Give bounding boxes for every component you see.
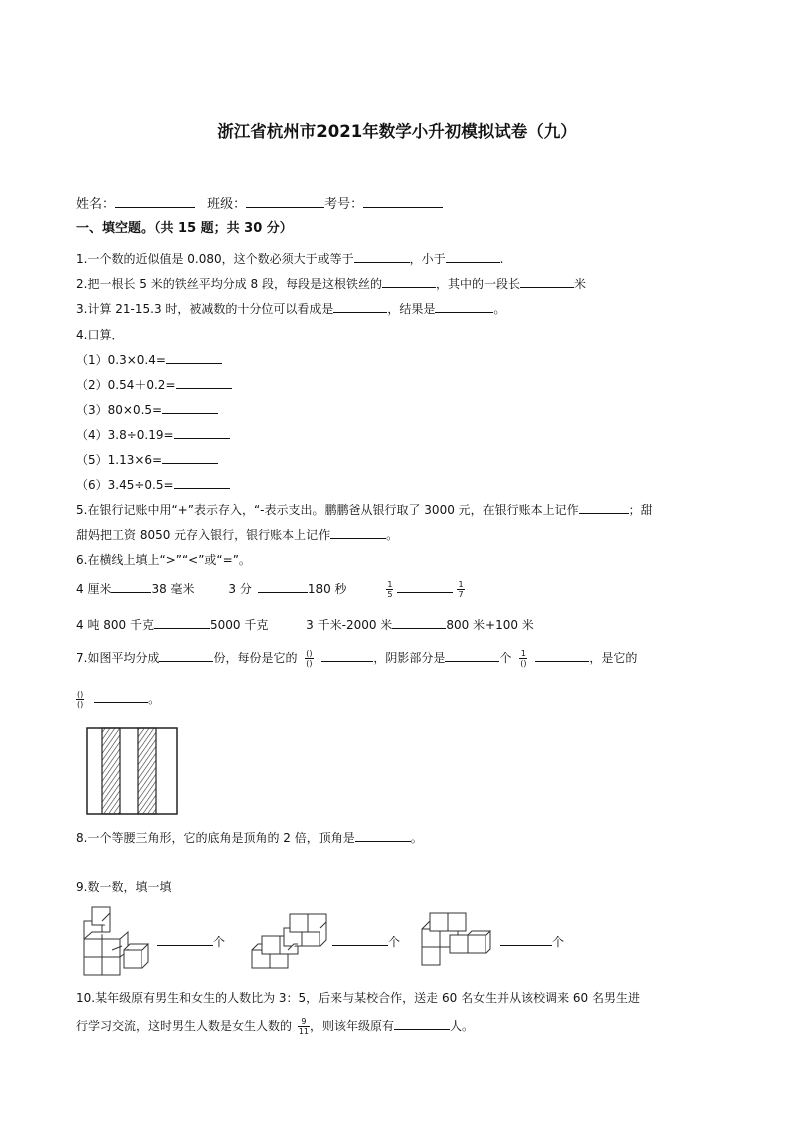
q4-item-3 <box>76 401 218 418</box>
fraction-unit <box>519 649 527 668</box>
q7-text-3: ，阴影部分是 <box>373 651 446 665</box>
q6-r2-d: 800 米+100 米 <box>446 618 534 632</box>
q4-blank-6[interactable] <box>174 476 230 489</box>
q9-answer-1 <box>157 933 225 950</box>
class-label: 班级： <box>207 197 247 212</box>
frac-den: () <box>77 700 84 709</box>
q7-text: 7.如图平均分成 <box>76 651 160 665</box>
frac-den: () <box>306 659 313 668</box>
q9-unit: 个 <box>552 935 565 949</box>
frac-num: 1 <box>387 580 393 589</box>
q2-blank-2[interactable] <box>520 275 574 288</box>
cube-stack-figure-1 <box>82 902 152 978</box>
q9-unit: 个 <box>388 935 401 949</box>
q6-r1-d: 180 秒 <box>307 582 347 596</box>
question-10-line-1: 10.某年级原有男生和女生的人数比为 3：5，后来与某校合作，送走 60 名女生并从该校调来 60 名男生进 <box>76 991 640 1005</box>
q7-blank-3[interactable] <box>445 649 499 662</box>
q4-blank-4[interactable] <box>174 426 230 439</box>
q4-item-text: （2）0.54＋0.2= <box>76 378 176 392</box>
q6-r2-a: 4 吨 800 千克 <box>76 618 154 632</box>
name-label: 姓名： <box>76 197 116 212</box>
q5-blank-2[interactable] <box>330 526 386 539</box>
q3-blank-1[interactable] <box>333 300 387 313</box>
q4-item-6 <box>76 476 230 493</box>
q7-blank-2[interactable] <box>321 649 373 662</box>
question-1 <box>76 250 503 267</box>
q9-blank-3[interactable] <box>500 933 552 946</box>
frac-num: () <box>306 649 313 658</box>
question-5-line-2 <box>76 526 398 543</box>
frac-den: 7 <box>458 590 464 599</box>
q4-blank-3[interactable] <box>162 401 218 414</box>
q8-blank[interactable] <box>355 829 411 842</box>
q4-item-2 <box>76 376 232 393</box>
q10-text-2: ，则该年级原有 <box>310 1019 395 1033</box>
q2-text: 2.把一根长 5 米的铁丝平均分成 8 段，每段是这根铁丝的 <box>76 277 382 291</box>
frac-den: () <box>520 659 527 668</box>
q6-blank-2[interactable] <box>258 580 308 593</box>
q7-blank-4[interactable] <box>535 649 589 662</box>
q1-text-3: . <box>499 252 504 266</box>
name-blank[interactable] <box>115 195 195 208</box>
q5-text-2: ；甜 <box>628 503 653 517</box>
q6-row-1 <box>76 580 465 599</box>
q4-item-5 <box>76 451 218 468</box>
q6-blank-3[interactable] <box>397 580 453 593</box>
frac-num: 1 <box>458 580 464 589</box>
cube-stack-figure-2 <box>250 908 330 974</box>
shaded-strip-2 <box>138 728 156 814</box>
q4-blank-1[interactable] <box>166 351 222 364</box>
q5-text-4: 。 <box>386 528 399 542</box>
exam-no-label: 考号： <box>324 197 364 212</box>
q2-text-2: ，其中的一段长 <box>435 277 520 291</box>
frac-den: 11 <box>298 1027 310 1036</box>
fraction-blank <box>305 649 313 668</box>
q10-blank[interactable] <box>394 1017 450 1030</box>
q10-text: 行学习交流，这时男生人数是女生人数的 <box>76 1019 293 1033</box>
q6-blank-4[interactable] <box>154 616 210 629</box>
question-7-line-2 <box>76 690 160 709</box>
q1-blank-1[interactable] <box>354 250 410 263</box>
q5-text: 5.在银行记账中用“+”表示存入，“-表示支出。鹏鹏爸从银行取了 3000 元，在银行账本上记作 <box>76 503 579 517</box>
question-4-title: 4.口算． <box>76 328 124 342</box>
cube-stack-figure-3 <box>420 905 492 971</box>
q3-blank-2[interactable] <box>435 300 493 313</box>
q9-answer-2 <box>332 933 400 950</box>
q10-text-3: 人。 <box>450 1019 475 1033</box>
fraction-nine-elevenths <box>298 1017 310 1036</box>
question-9-title: 9.数一数，填一填 <box>76 880 172 894</box>
class-blank[interactable] <box>246 195 324 208</box>
frac-den: 5 <box>387 590 393 599</box>
q7-text-5: ，是它的 <box>589 651 638 665</box>
exam-no-blank[interactable] <box>363 195 443 208</box>
q6-r1-b: 38 毫米 <box>151 582 195 596</box>
frac-num: 1 <box>520 649 526 658</box>
q3-text-3: 。 <box>493 302 506 316</box>
q6-row-2 <box>76 616 534 633</box>
q4-item-text: （4）3.8÷0.19= <box>76 428 174 442</box>
q6-blank-1[interactable] <box>111 580 151 593</box>
q1-text: 1.一个数的近似值是 0.080，这个数必须大于或等于 <box>76 252 354 266</box>
q7-blank-1[interactable] <box>159 649 213 662</box>
fraction-blank <box>76 690 84 709</box>
q4-item-text: （1）0.3×0.4= <box>76 353 166 367</box>
q4-item-text: （5）1.13×6= <box>76 453 163 467</box>
question-2 <box>76 275 586 292</box>
q5-text-3: 甜妈把工资 8050 元存入银行，银行账本上记作 <box>76 528 331 542</box>
frac-num: 9 <box>298 1017 310 1027</box>
q6-r1-a: 4 厘米 <box>76 582 112 596</box>
q5-blank-1[interactable] <box>579 501 629 514</box>
page-title: 浙江省杭州市2021年数学小升初模拟试卷（九） <box>217 122 577 141</box>
frac-num: () <box>77 690 84 699</box>
q4-item-text: （3）80×0.5= <box>76 403 163 417</box>
q4-item-1 <box>76 351 222 368</box>
q4-blank-5[interactable] <box>162 451 218 464</box>
fraction-one-seventh <box>457 580 464 599</box>
q6-r1-c: 3 分 <box>228 582 252 596</box>
q6-blank-5[interactable] <box>392 616 446 629</box>
shaded-strip-1 <box>102 728 120 814</box>
q9-blank-1[interactable] <box>157 933 213 946</box>
question-7-line-1 <box>76 649 637 668</box>
divided-rectangle-figure <box>86 727 182 817</box>
q9-unit: 个 <box>213 935 226 949</box>
q2-blank-1[interactable] <box>382 275 436 288</box>
question-6-title: 6.在横线上填上“>”“<”或“=”。 <box>76 553 251 567</box>
q1-blank-2[interactable] <box>446 250 500 263</box>
student-info-row <box>76 193 443 212</box>
q7-text-2: 份，每份是它的 <box>213 651 298 665</box>
q8-text-2: 。 <box>410 831 423 845</box>
q4-item-text: （6）3.45÷0.5= <box>76 478 174 492</box>
q3-text-2: ，结果是 <box>387 302 436 316</box>
q9-blank-2[interactable] <box>332 933 388 946</box>
q7-text-4: 个 <box>499 651 512 665</box>
question-8 <box>76 829 423 846</box>
question-5-line-1 <box>76 501 653 518</box>
q4-blank-2[interactable] <box>176 376 232 389</box>
q7-text-6: 。 <box>148 692 161 706</box>
q4-item-4 <box>76 426 230 443</box>
q2-text-3: 米 <box>574 277 587 291</box>
question-3 <box>76 300 505 317</box>
q1-text-2: ，小于 <box>409 252 446 266</box>
q3-text: 3.计算 21-15.3 时，被减数的十分位可以看成是 <box>76 302 334 316</box>
q6-r2-c: 3 千米-2000 米 <box>306 618 393 632</box>
q7-blank-5[interactable] <box>94 690 148 703</box>
q6-r2-b: 5000 千克 <box>209 618 269 632</box>
section-heading: 一、填空题。（共 15 题；共 30 分） <box>76 221 293 236</box>
fraction-one-fifth <box>386 580 393 599</box>
question-10-line-2 <box>76 1017 474 1036</box>
q8-text: 8.一个等腰三角形，它的底角是顶角的 2 倍，顶角是 <box>76 831 355 845</box>
q9-answer-3 <box>500 933 564 950</box>
